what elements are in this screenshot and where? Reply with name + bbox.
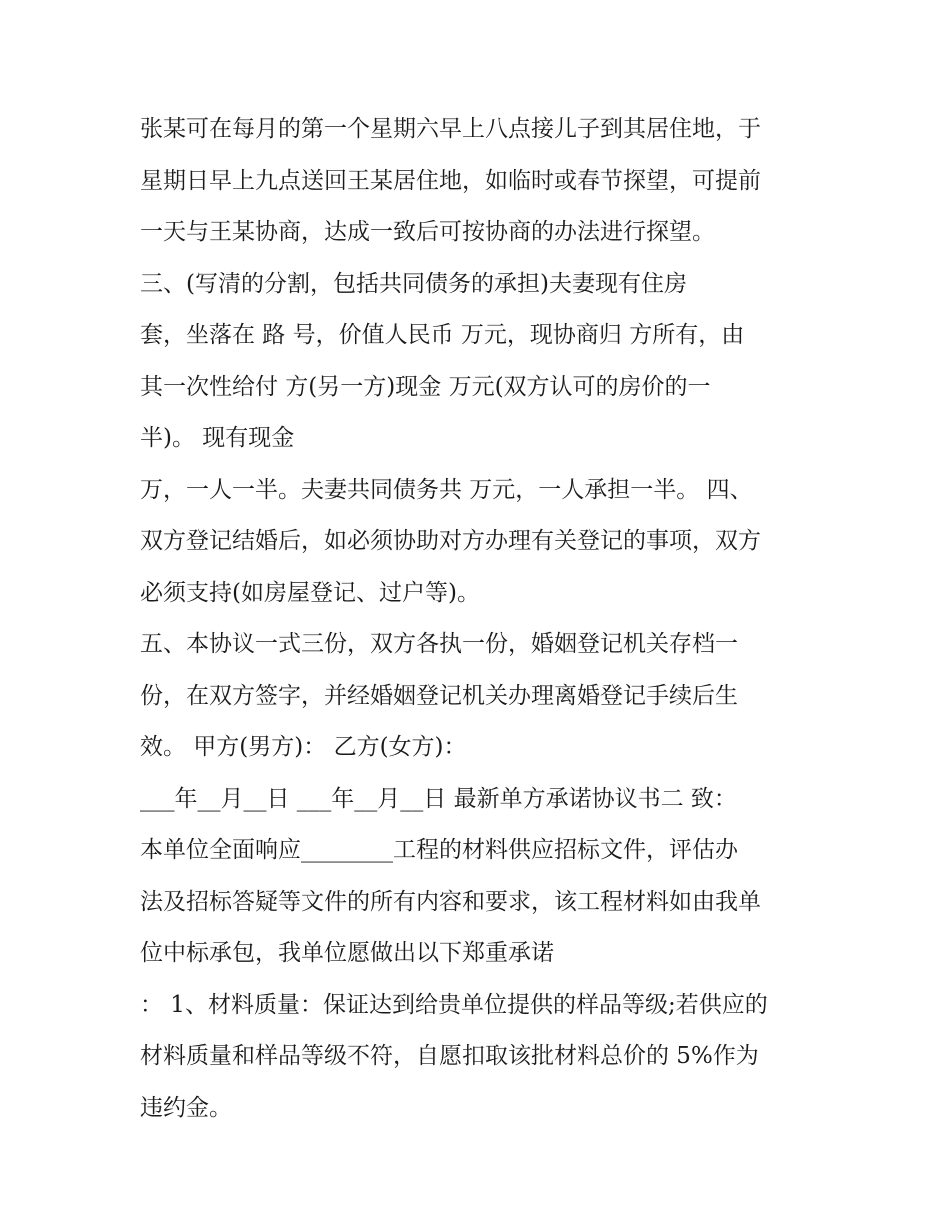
text-line: 一天与王某协商，达成一致后可按协商的办法进行探望。: [140, 219, 715, 245]
text-line: 半)。 现有现金: [140, 425, 295, 451]
text-line: 张某可在每月的第一个星期六早上八点接儿子到其居住地，于: [140, 116, 761, 142]
text-line: ___年__月__日 ___年__月__日 最新单方承诺协议书二 致：: [140, 785, 737, 812]
text-line: 万，一人一半。夫妻共同债务共 万元，一人承担一半。 四、: [140, 476, 753, 503]
text-line: 三、(写清的分割，包括共同债务的承担)夫妻现有住房: [140, 270, 687, 297]
text-line: 法及招标答疑等文件的所有内容和要求，该工程材料如由我单: [140, 888, 761, 915]
text-line: 套，坐落在 路 号，价值人民币 万元，现协商归 方所有，由: [140, 322, 745, 348]
text-line: 本单位全面响应________工程的材料供应招标文件，评估办: [140, 837, 738, 863]
text-line: 星期日早上九点送回王某居住地，如临时或春节探望，可提前: [140, 167, 761, 194]
text-line: 位中标承包，我单位愿做出以下郑重承诺: [140, 940, 554, 966]
text-line: 材料质量和样品等级不符，自愿扣取该批材料总价的 5%作为: [140, 1043, 759, 1069]
text-line: 五、本协议一式三份，双方各执一份，婚姻登记机关存档一: [140, 631, 738, 657]
text-line: 其一次性给付 方(另一方)现金 万元(双方认可的房价的一: [140, 373, 711, 400]
text-line: 效。 甲方(男方)： 乙方(女方)：: [140, 734, 467, 760]
text-line: 份，在双方签字，并经婚姻登记机关办理离婚登记手续后生: [140, 682, 738, 709]
text-line: ： 1、材料质量：保证达到给贵单位提供的样品等级;若供应的: [140, 991, 768, 1018]
text-line: 双方登记结婚后，如必须协助对方办理有关登记的事项，双方: [140, 528, 761, 554]
text-line: 必须支持(如房屋登记、过户等)。: [140, 579, 480, 606]
document-body: [140, 104, 830, 1134]
text-line: 违约金。: [140, 1094, 232, 1121]
